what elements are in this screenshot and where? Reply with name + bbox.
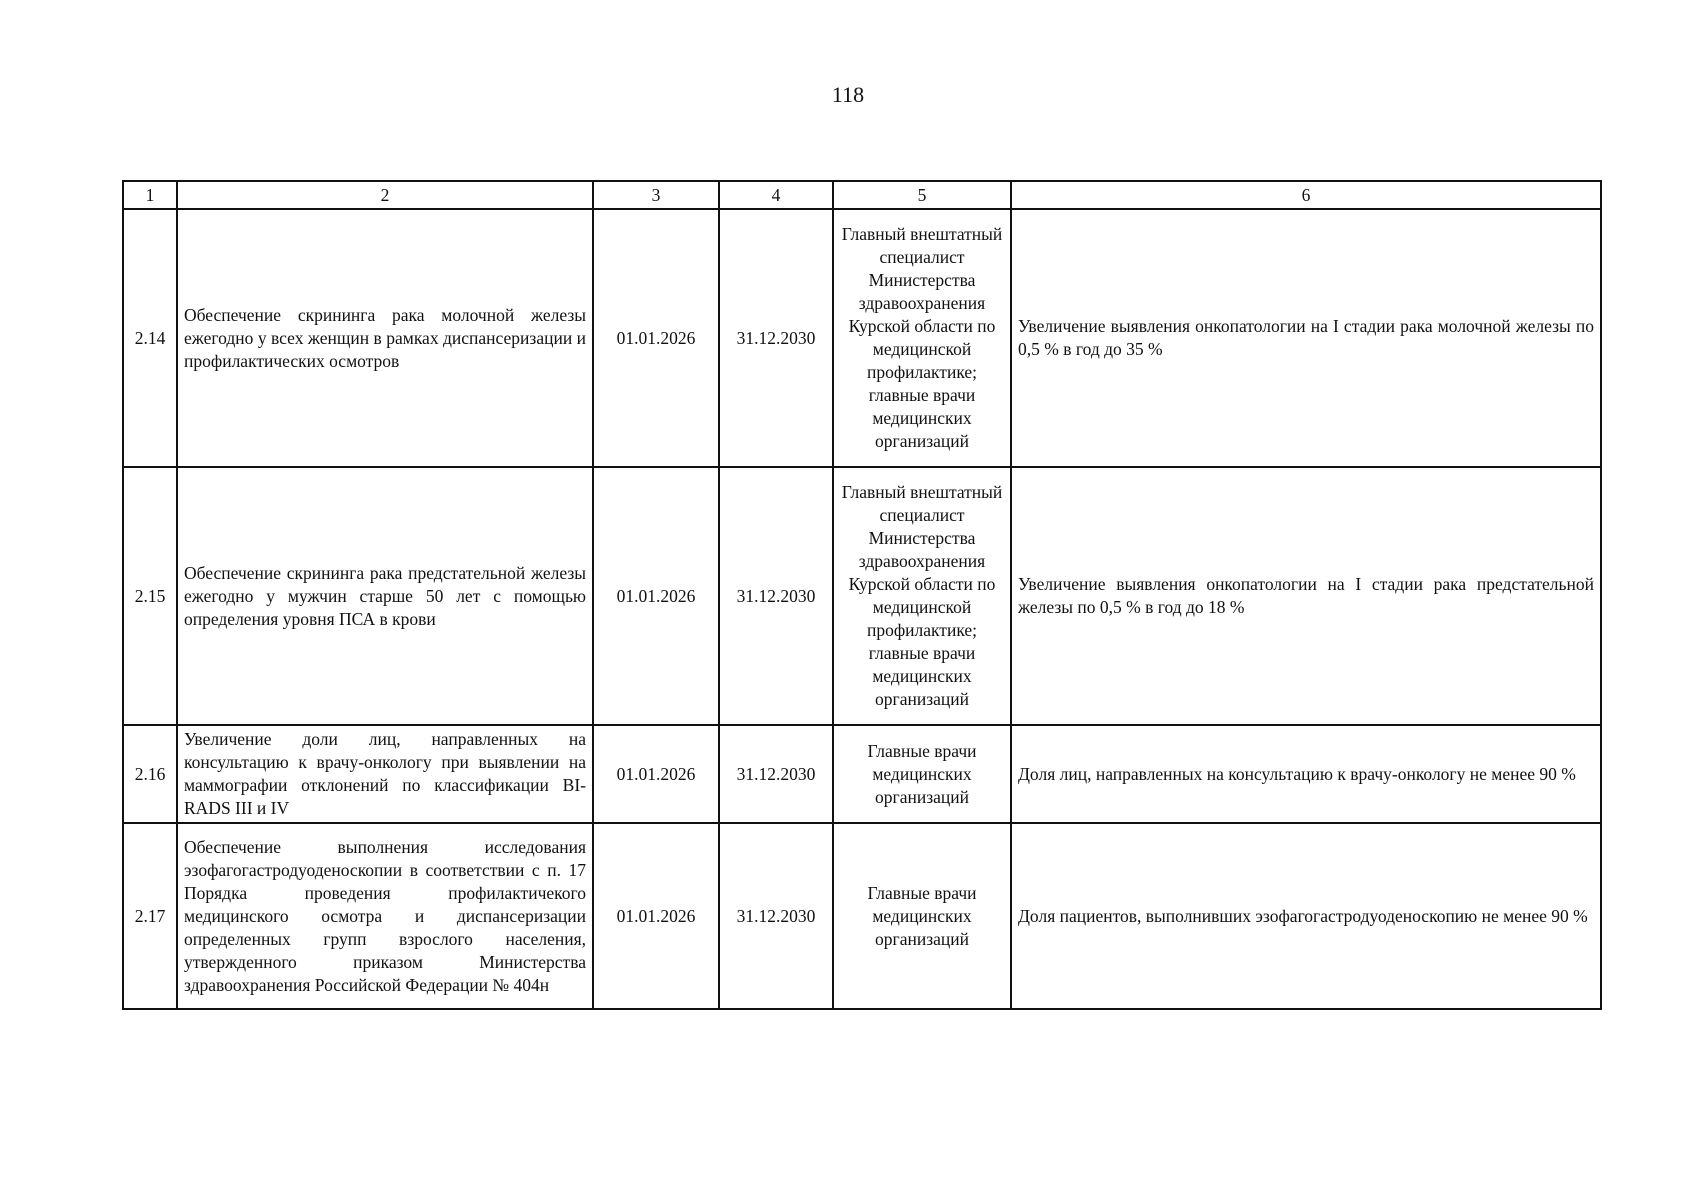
end-date-cell: 31.12.2030 xyxy=(719,823,833,1009)
column-header: 1 xyxy=(123,181,177,209)
row-number: 2.16 xyxy=(123,725,177,823)
table-row xyxy=(123,467,1601,725)
result-cell: Доля лиц, направленных на консультацию к врачу-онкологу не менее 90 % xyxy=(1011,725,1601,823)
end-date-cell: 31.12.2030 xyxy=(719,209,833,467)
activity-cell: Обеспечение выполнения исследования эзофагогастродуоденоскопии в соответствии с п. 17 Порядка проведения профилактичекого медицинского осмотра и диспансеризации определенных групп взрослого населения, утвержденного приказом Министерства здравоохранения Российской Федерации № 404н xyxy=(177,823,593,1009)
table-header-row xyxy=(123,181,1601,209)
start-date-cell: 01.01.2026 xyxy=(593,467,719,725)
page-number: 118 xyxy=(831,82,865,107)
column-header: 3 xyxy=(593,181,719,209)
table-row xyxy=(123,823,1601,1009)
start-date-cell: 01.01.2026 xyxy=(593,209,719,467)
end-date-cell: 31.12.2030 xyxy=(719,467,833,725)
end-date-cell: 31.12.2030 xyxy=(719,725,833,823)
measures-table xyxy=(122,180,1602,1010)
responsible-cell: Главный внештатный специалист Министерства здравоохранения Курской области по медицинской профилактике; главные врачи медицинских организаций xyxy=(833,467,1011,725)
column-header: 5 xyxy=(833,181,1011,209)
result-cell: Увеличение выявления онкопатологии на I стадии рака молочной железы по 0,5 % в год до 35 % xyxy=(1011,209,1601,467)
table-row xyxy=(123,209,1601,467)
activity-cell: Обеспечение скрининга рака молочной железы ежегодно у всех женщин в рамках диспансеризации и профилактических осмотров xyxy=(177,209,593,467)
responsible-cell: Главный внештатный специалист Министерства здравоохранения Курской области по медицинской профилактике; главные врачи медицинских организаций xyxy=(833,209,1011,467)
row-number: 2.14 xyxy=(123,209,177,467)
column-header: 4 xyxy=(719,181,833,209)
responsible-cell: Главные врачи медицинских организаций xyxy=(833,725,1011,823)
column-header: 6 xyxy=(1011,181,1601,209)
row-number: 2.15 xyxy=(123,467,177,725)
start-date-cell: 01.01.2026 xyxy=(593,725,719,823)
result-cell: Увеличение выявления онкопатологии на I стадии рака предстательной железы по 0,5 % в год до 18 % xyxy=(1011,467,1601,725)
result-cell: Доля пациентов, выполнивших эзофагогастродуоденоскопию не менее 90 % xyxy=(1011,823,1601,1009)
table-row xyxy=(123,725,1601,823)
activity-cell: Увеличение доли лиц, направленных на консультацию к врачу-онкологу при выявлении на маммографии отклонений по классификации BI-RADS III и IV xyxy=(177,725,593,823)
responsible-cell: Главные врачи медицинских организаций xyxy=(833,823,1011,1009)
activity-cell: Обеспечение скрининга рака предстательной железы ежегодно у мужчин старше 50 лет с помощью определения уровня ПСА в крови xyxy=(177,467,593,725)
start-date-cell: 01.01.2026 xyxy=(593,823,719,1009)
row-number: 2.17 xyxy=(123,823,177,1009)
column-header: 2 xyxy=(177,181,593,209)
